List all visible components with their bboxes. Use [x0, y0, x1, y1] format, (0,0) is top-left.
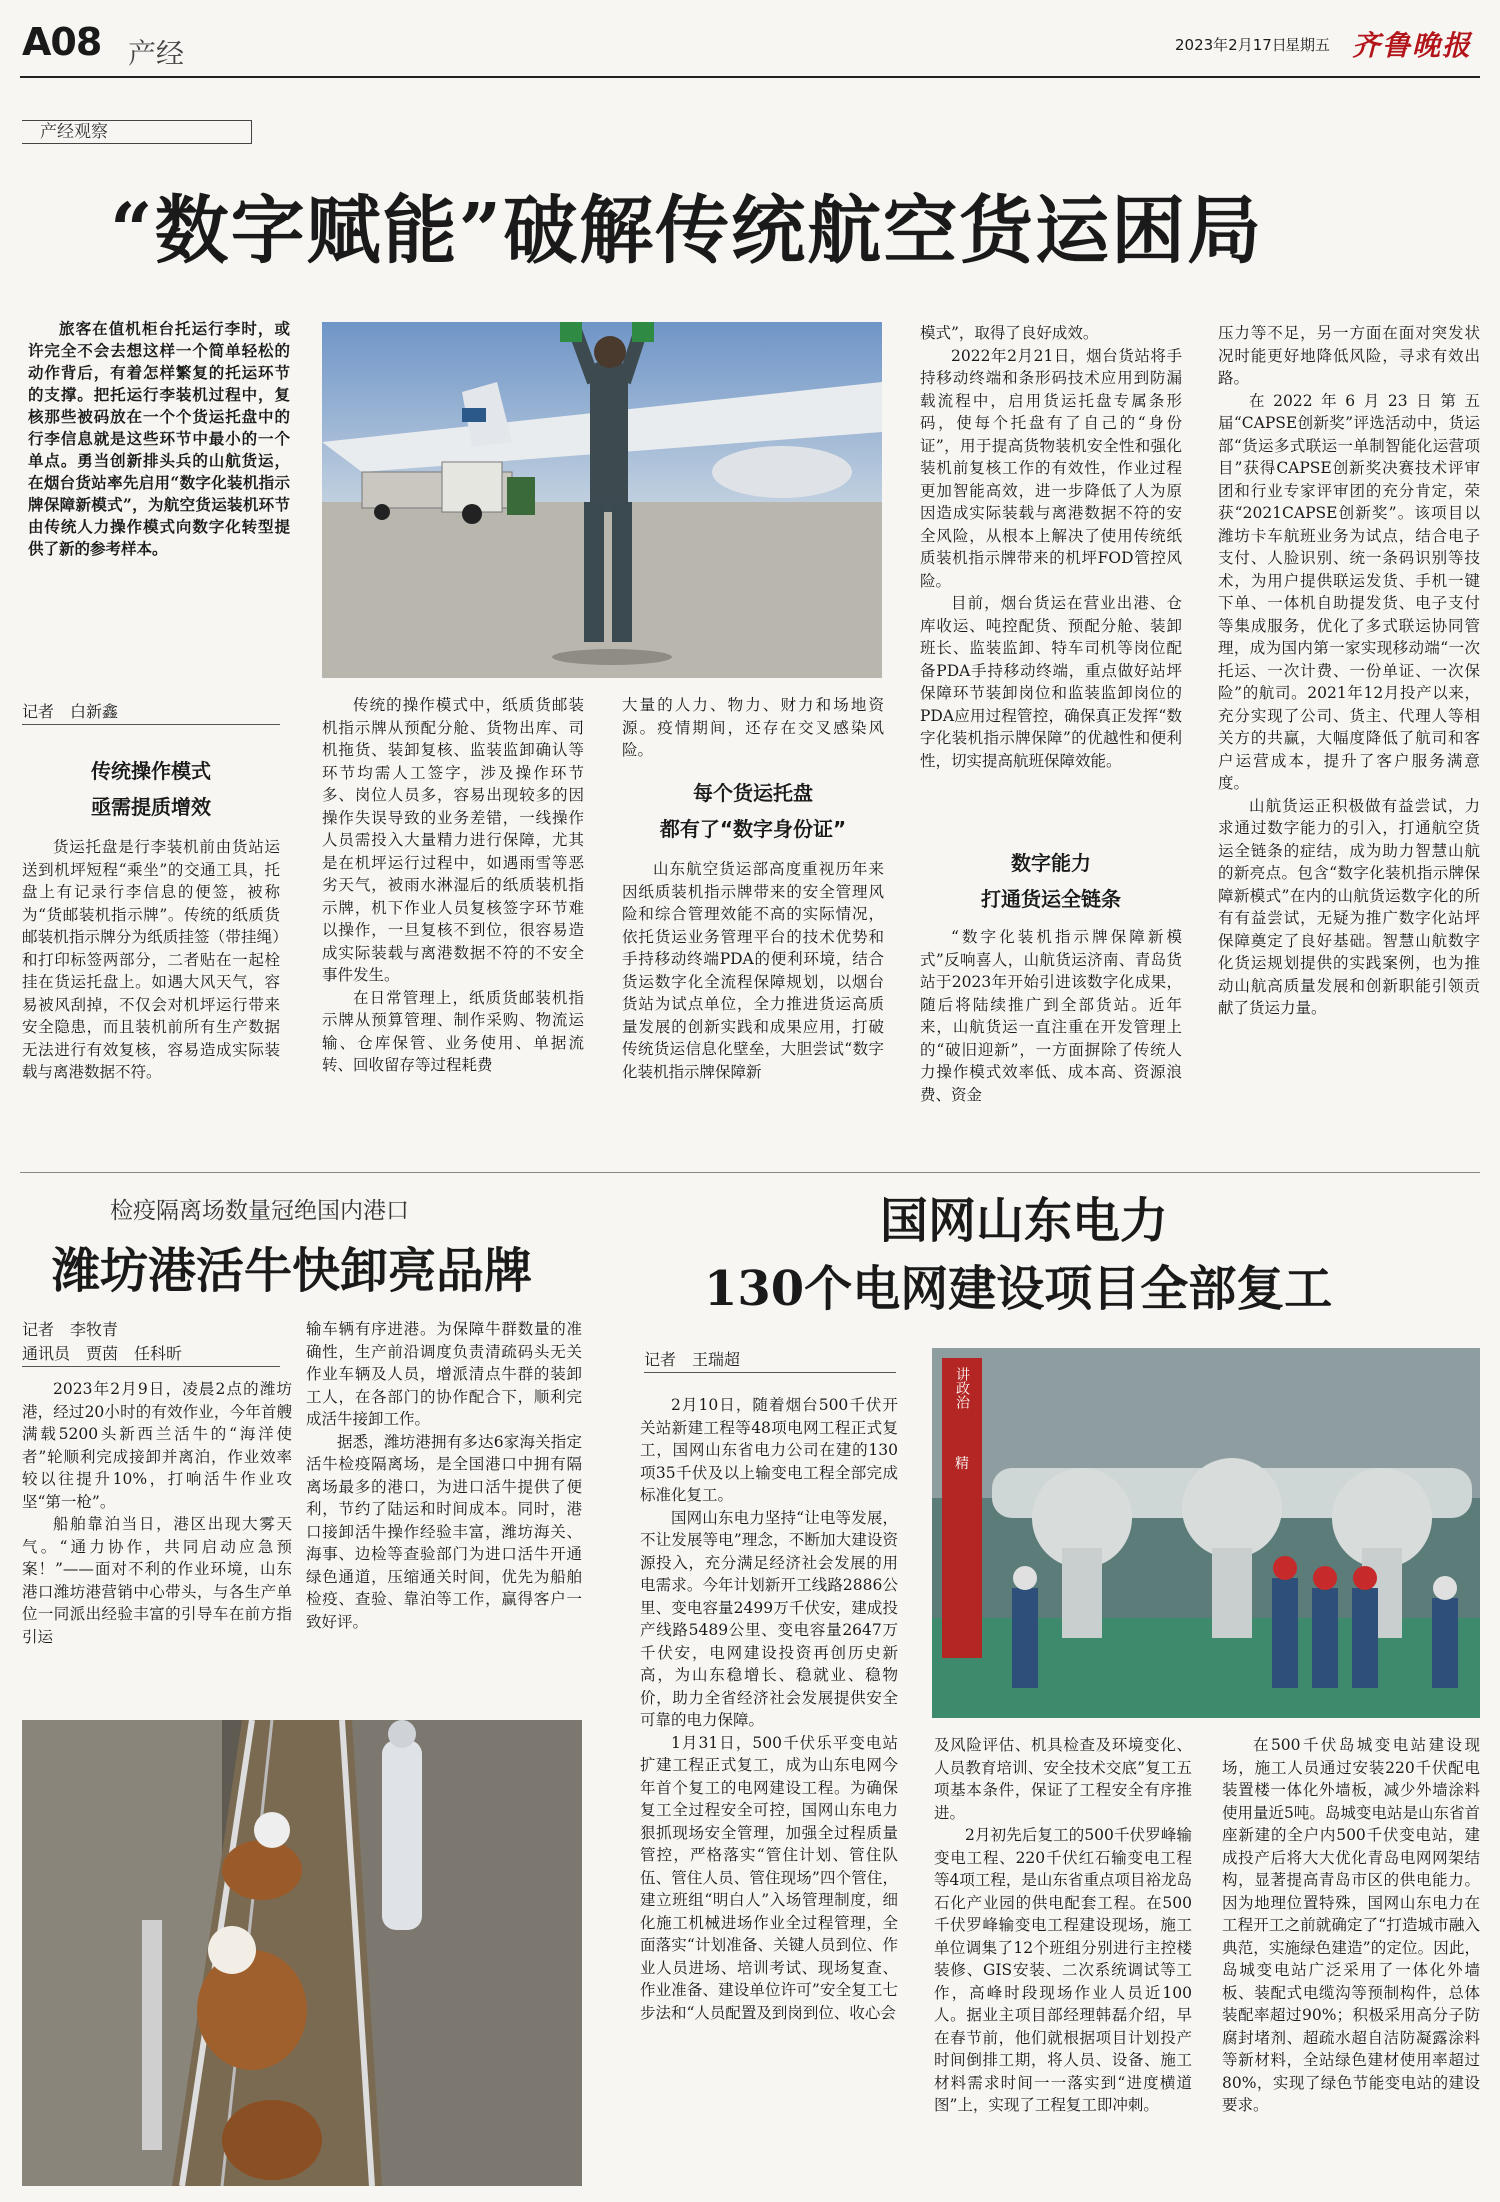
article3-reporter: 记者 王瑞超: [644, 1348, 896, 1373]
article3-headline-line2: 130个电网建设项目全部复工: [704, 1261, 1333, 1317]
article1-col4d: “数字化装机指示牌保障新模式”反响喜人，山航货运济南、青岛货站于2023年开始引进该数字化成果，随后将陆续推广到全部货站。近年来，山航货运一直注重在开发管理上的“破旧迎新”，一方面摒除了传统人力操作模式效率低、成本高、资源浪费、资金: [920, 928, 1182, 1104]
column-label-box: [22, 120, 252, 144]
substation-photo: [932, 1348, 1480, 1718]
column-label: 产经观察: [40, 122, 108, 142]
article3-headline-line1: 国网山东电力: [880, 1193, 1169, 1249]
article1-col3a: 大量的人力、物力、财力和场地资源。疫情期间，还存在交叉感染风险。: [622, 696, 884, 759]
article2-reporter: 记者 李牧青: [22, 1320, 119, 1339]
article1-col2: 传统的操作模式中，纸质货邮装机指示牌从预配分舱、货物出库、司机拖货、装卸复核、监装监卸确认等环节均需人工签字，涉及操作环节多、岗位人员多，容易出现较多的因操作失误导致的业务差错，一线操作人员需投入大量精力进行保障，尤其是在机坪运行过程中，如遇雨雪等恶劣天气，被雨水淋湿后的纸质装机指示牌，机下作业人员复核签字环节难以操作，一旦复核不到位，很容易造成实际装载与离港数据不符的不安全事件发生。 在日常管理上，纸质货邮装机指示牌从预算管理、制作采购、物流运输、仓库保管、业务使用、单据流转、回收留存等过程耗费: [322, 696, 584, 1074]
paper-logo: 齐鲁晚报: [1352, 29, 1473, 62]
section-name: 产经: [128, 37, 185, 70]
article1-col4: 模式”，取得了良好成效。 2022年2月21日，烟台货站将手持移动终端和条形码技术应用到防漏载流程中，启用货运托盘专属条形码，使每个托盘有了自己的“身份证”，用于提高货物装机安全性和强化装机前复核工作的有效性，作业过程更加智能高效，进一步降低了人为原因造成实际装载与离港数据不符的安全风险，从根本上解决了使用传统纸质装机指示牌带来的机坪FOD管控风险。 目前，烟台货运在营业出港、仓库收运、吨控配货、预配分舱、装卸班长、监装监卸、特车司机等岗位配备PDA手持移动终端，重点做好站坪保障环节装卸岗位和监装监卸岗位的PDA应用过程管控，确保真正发挥“数字化装机指示牌保障”的优越性和便利性，切实提高航班保障效能。: [920, 324, 1182, 770]
airport-photo: [322, 322, 882, 678]
cattle-photo-illustration: [22, 1720, 582, 2186]
article3-col3: 在500千伏岛城变电站建设现场，施工人员通过安装220千伏配电装置楼一体化外墙板，减少外墙涂料使用量近5吨。岛城变电站是山东省首座新建的全户内500千伏变电站，建成投产后将大大优化青岛电网网架结构，显著提高青岛市区的供电能力。因为地理位置特殊，国网山东电力在工程开工之前就确定了“打造城市融入典范，实施绿色建造”的定位。因此，岛城变电站广泛采用了一体化外墙板、装配式电缆沟等预制构件，总体装配率超过90%；积极采用高分子防腐封堵剂、超疏水超自洁防凝露涂料等新材料，全站绿色建材使用率超过80%，实现了绿色节能变电站的建设要求。: [1222, 1736, 1480, 2114]
issue-weekday: 星期五: [1285, 36, 1331, 54]
article2-col2: 输车辆有序进港。为保障牛群数量的准确性，生产前沿调度负责清疏码头无关作业车辆及人员，增派清点牛群的装卸工人，在各部门的协作配合下，顺利完成活牛接卸工作。 据悉，潍坊港拥有多达6家海关指定活牛检疫隔离场，是全国港口中拥有隔离场最多的港口，为进口活牛提供了便利，节约了陆运和时间成本。同时，港口接卸活牛操作经验丰富，潍坊海关、海事、边检等查验部门为进口活牛开通绿色通道，压缩通关时间，优先为船舶检疫、查验、靠泊等工作，赢得客户一致好评。: [306, 1320, 582, 1631]
airport-photo-illustration: [322, 322, 882, 678]
article1-lead: 旅客在值机柜台托运行李时，或许完全不会去想这样一个简单轻松的动作背后，有着怎样繁复的托运环节的支撑。把托运行李装机过程中，复核那些被码放在一个个货运托盘中的行李信息就是这些环节中最小的一个单点。勇当创新排头兵的山航货运，在烟台货站率先启用“数字化装机指示牌保障新模式”，为航空货运装机环节由传统人力操作模式向数字化转型提供了新的参考样本。: [28, 319, 290, 558]
substation-sign2: 精: [955, 1456, 969, 1472]
column-divider: [612, 1172, 613, 2192]
article1-headline: “数字赋能”破解传统航空货运困局: [110, 188, 1264, 274]
article1-subhead3-line1: 数字能力: [1011, 851, 1091, 875]
masthead-rule: [20, 76, 1480, 78]
article2-correspondents: 通讯员 贾茵 任科昕: [22, 1342, 280, 1367]
substation-sign1: 讲政治: [954, 1367, 970, 1409]
article3-col2: 及风险评估、机具检查及环境变化、人员教育培训、安全技术交底”复工五项基本条件，保证了工程安全有序推进。 2月初先后复工的500千伏罗峰输变电工程、220千伏红石输变电工程等4项工程，是山东省重点项目裕龙岛石化产业园的供电配套工程。在500千伏罗峰输变电工程建设现场，施工单位调集了12个班组分别进行主控楼装修、GIS安装、二次系统调试等工作，高峰时段现场作业人员近100人。据业主项目部经理韩磊介绍，早在春节前，他们就根据项目计划投产时间倒排工期，将人员、设备、施工材料需求时间一一落实到“进度横道图”上，实现了工程复工即冲刺。: [934, 1736, 1192, 2114]
cattle-photo: [22, 1720, 582, 2186]
article1-subhead3-line2: 打通货运全链条: [981, 887, 1121, 911]
article1-col5: 压力等不足，另一方面在面对突发状况时能更好地降低风险，寻求有效出路。 在2022年6月23日第五届“CAPSE创新奖”评选活动中，货运部“货运多式联运一单制智能化运营项目”获得CAPSE创新奖决赛技术评审团和行业专家评审团的充分肯定，荣获“2021CAPSE创新奖”。该项目以潍坊卡车航班业务为试点，结合电子支付、人脸识别、统一条码识别等技术，为用户提供联运发货、手机一键下单、一体机自助提发货、电子支付等集成服务，优化了多式联运协同管理，成为国内第一家实现移动端“一次托运、一次计费、一份单证、一次保险”的航司。2021年12月投产以来，充分实现了公司、货主、代理人等相关方的共赢，大幅度降低了航司和客户运营成本，提升了客户服务满意度。 山航货运正积极做有益尝试，力求通过数字能力的引入，打通航空货运全链条的症结，成为助力智慧山航的新亮点。包含“数字化装机指示牌保障新模式”在内的山航货运数字化的所有有益尝试，无疑为推广数字化站坪保障奠定了良好基础。智慧山航数字化货运规划提供的实践案例，也为推动山航高质量发展和创新职能引领贡献了货运力量。: [1218, 324, 1480, 1017]
article1-subhead1-line2: 亟需提质增效: [91, 795, 211, 819]
substation-photo-illustration: [932, 1348, 1480, 1718]
issue-date: 2023年2月17日: [1175, 36, 1287, 54]
article2-headline: 潍坊港活牛快卸亮品牌: [52, 1243, 533, 1299]
article3-col1: 2月10日，随着烟台500千伏开关站新建工程等48项电网工程正式复工，国网山东省电力公司在建的130项35千伏及以上输变电工程全部完成标准化复工。 国网山东电力坚持“让电等发展，不让发展等电”理念，不断加大建设资源投入，充分满足经济社会发展的用电需求。今年计划新开工线路2886公里、变电容量2499万千伏安，建成投产线路5489公里、变电容量2647万千伏安，电网建设投资再创历史新高，为山东稳增长、稳就业、稳物价，助力全省经济社会发展提供安全可靠的电力保障。 1月31日，500千伏乐平变电站扩建工程正式复工，成为山东电网今年首个复工的电网建设工程。为确保复工全过程安全可控，国网山东电力狠抓现场安全管理，加强全过程质量管控，严格落实“管住计划、管住队伍、管住人员、管住现场”四个管住，建立班组“明白人”入场管理制度，细化施工机械进场作业全过程管理，全面落实“计划准备、关键人员到位、作业人员进场、培训考试、现场复查、作业准备、建设单位许可”安全复工七步法和“人员配置及到岗到位、收心会: [640, 1396, 898, 2022]
article1-subhead2-line1: 每个货运托盘: [693, 781, 813, 805]
article1-subhead2-line2: 都有了“数字身份证”: [659, 817, 847, 841]
section-divider: [20, 1172, 1480, 1173]
article1-reporter: 记者 白新鑫: [22, 700, 280, 725]
article1-subhead1-line1: 传统操作模式: [91, 759, 211, 783]
page-number: A08: [22, 20, 102, 64]
article2-col1: 2023年2月9日，凌晨2点的潍坊港，经过20小时的有效作业，今年首艘满载5200头新西兰活牛的“海洋使者”轮顺利完成接卸并离泊，作业效率较以往提升10%，打响活牛作业攻坚“第一枪”。 船舶靠泊当日，港区出现大雾天气。“通力协作，共同启动应急预案！”——面对不利的作业环境，山东港口潍坊港营销中心带头，与各生产单位一同派出经验丰富的引导车在前方指引运: [22, 1380, 292, 1646]
article2-kicker: 检疫隔离场数量冠绝国内港口: [110, 1198, 409, 1224]
article1-col3b: 山东航空货运部高度重视历年来因纸质装机指示牌带来的安全管理风险和综合管理效能不高的实际情况，依托货运业务管理平台的技术优势和手持移动终端PDA的便利环境，结合货运数字化全流程保障规划，以烟台货站为试点单位，全力推进货运高质量发展的创新实践和成果应用，打破传统货运信息化壁垒，大胆尝试“数字化装机指示牌保障新: [622, 860, 884, 1081]
article1-col1: 货运托盘是行李装机前由货站运送到机坪短程“乘坐”的交通工具，托盘上有记录行李信息的便签，被称为“货邮装机指示牌”。传统的纸质货邮装机指示牌分为纸质挂签（带挂绳）和打印标签两部分，二者贴在一起栓挂在货运托盘上。如遇大风天气，容易被风刮掉，不仅会对机坪运行带来安全隐患，而且装机前所有生产数据无法进行有效复核，容易造成实际装载与离港数据不符。: [22, 838, 280, 1081]
